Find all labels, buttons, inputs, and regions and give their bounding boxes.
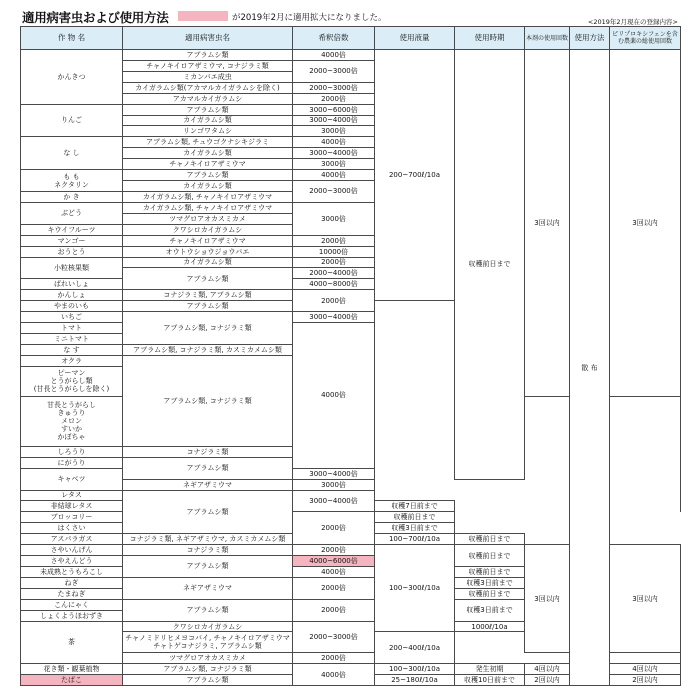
pest-cell: アブラムシ類, コナジラミ類 bbox=[123, 312, 293, 345]
dilution-cell: 4000倍 bbox=[293, 323, 375, 469]
crop-name: きゅうり bbox=[57, 409, 86, 418]
crop-cell: おうとう bbox=[21, 246, 123, 257]
dilution-cell: 3000~6000倍 bbox=[293, 104, 375, 115]
crop-cell: いちご bbox=[21, 312, 123, 323]
pest-cell: ネギアザミウマ bbox=[123, 577, 293, 599]
crop-cell: かんしょ bbox=[21, 290, 123, 301]
total-count-cell: 2回以内 bbox=[610, 674, 681, 685]
dilution-cell: 2000倍 bbox=[293, 653, 375, 664]
crop-cell: 非結球レタス bbox=[21, 501, 123, 512]
dilution-cell: 3000倍 bbox=[293, 479, 375, 490]
crop-cell-highlighted: たばこ bbox=[21, 674, 123, 685]
pest-cell: アブラムシ類 bbox=[123, 490, 293, 534]
count-cell: 3回以内 bbox=[525, 50, 570, 397]
dilution-cell: 4000~8000倍 bbox=[293, 279, 375, 290]
pest-name: チャトゲコナジラミ, アブラムシ類 bbox=[153, 642, 262, 651]
crop-cell: ねぎ bbox=[21, 577, 123, 588]
header-timing: 使用時期 bbox=[455, 27, 525, 50]
crop-cell: りんご bbox=[21, 104, 123, 137]
pest-cell: アブラムシ類, コナジラミ類 bbox=[123, 355, 293, 446]
dilution-cell: 3000倍 bbox=[293, 202, 375, 235]
dilution-cell: 3000倍 bbox=[293, 159, 375, 170]
dilution-cell: 4000倍 bbox=[293, 664, 375, 686]
volume-cell: 100~300ℓ/10a bbox=[375, 664, 455, 675]
crop-name: 甘長とうがらし bbox=[47, 401, 96, 410]
pest-cell: アブラムシ類 bbox=[123, 50, 293, 61]
crop-cell: キャベツ bbox=[21, 468, 123, 490]
dilution-cell: 3000~4000倍 bbox=[293, 312, 375, 323]
pest-cell: コナジラミ類 bbox=[123, 545, 293, 556]
crop-cell: しろうり bbox=[21, 446, 123, 457]
crop-cell: 茶 bbox=[21, 621, 123, 663]
crop-cell: アスパラガス bbox=[21, 534, 123, 545]
count-cell: 2回以内 bbox=[525, 674, 570, 685]
crop-cell: さやいんげん bbox=[21, 545, 123, 556]
pest-cell: チャノキイロアザミウマ bbox=[123, 159, 293, 170]
crop-name: とうがらし類 bbox=[50, 377, 93, 386]
pest-cell: アブラムシ類 bbox=[123, 674, 293, 685]
count-cell: 4回以内 bbox=[525, 664, 570, 675]
pest-cell: アブラムシ類 bbox=[123, 301, 293, 312]
crop-cell: さやえんどう bbox=[21, 556, 123, 567]
timing-cell: 収穫前日まで bbox=[455, 566, 525, 577]
volume-cell: 100~700ℓ/10a bbox=[375, 534, 455, 545]
pest-cell: カイガラムシ類(アカマルカイガラムシを除く) bbox=[123, 82, 293, 93]
crop-cell: にがうり bbox=[21, 457, 123, 468]
crop-cell: ブロッコリー bbox=[21, 512, 123, 523]
dilution-cell: 2000~3000倍 bbox=[293, 82, 375, 93]
crop-cell: か き bbox=[21, 191, 123, 202]
dilution-cell: 3000~4000倍 bbox=[293, 115, 375, 126]
dilution-cell: 2000倍 bbox=[293, 93, 375, 104]
crop-name: メロン bbox=[61, 417, 82, 426]
pest-cell: カイガラムシ類 bbox=[123, 115, 293, 126]
crop-cell: 未成熟とうもろこし bbox=[21, 566, 123, 577]
pest-cell: ツマグロアオカスミカメ bbox=[123, 653, 293, 664]
crop-cell: な す bbox=[21, 344, 123, 355]
total-count-cell: 3回以内 bbox=[610, 50, 681, 397]
crop-cell bbox=[21, 366, 123, 396]
header-volume: 使用液量 bbox=[375, 27, 455, 50]
timing-cell: 収穫前日まで bbox=[375, 512, 455, 523]
pest-cell: チャノキイロアザミウマ bbox=[123, 235, 293, 246]
volume-cell: 25~180ℓ/10a bbox=[375, 674, 455, 685]
timing-cell: 収穫前日まで bbox=[455, 545, 525, 567]
timing-cell: 収穫3日前まで bbox=[455, 577, 525, 588]
header-method: 使用方法 bbox=[570, 27, 610, 50]
crop-cell: かんきつ bbox=[21, 50, 123, 105]
dilution-cell-highlighted: 4000~6000倍 bbox=[293, 556, 375, 567]
pest-cell: アブラムシ類 bbox=[123, 457, 293, 479]
pest-cell: クワシロカイガラムシ bbox=[123, 224, 293, 235]
pest-cell: カイガラムシ類 bbox=[123, 181, 293, 192]
pest-cell: コナジラミ類, アブラムシ類 bbox=[123, 290, 293, 301]
registration-date-note: <2019年2月現在の登録内容> bbox=[587, 18, 678, 26]
dilution-cell: 2000倍 bbox=[293, 545, 375, 556]
dilution-cell: 4000倍 bbox=[293, 137, 375, 148]
timing-cell: 収穫前日まで bbox=[455, 534, 525, 545]
page-title: 適用病害虫および使用方法 bbox=[22, 10, 169, 25]
pest-cell: ツマグロアオカスミカメ bbox=[123, 213, 293, 224]
dilution-cell: 4000倍 bbox=[293, 170, 375, 181]
crop-cell: しょくようほおずき bbox=[21, 610, 123, 621]
timing-cell: 収穫3日前まで bbox=[375, 523, 455, 534]
crop-cell: レタス bbox=[21, 490, 123, 501]
pest-cell: アブラムシ類 bbox=[123, 599, 293, 621]
crop-name: ピーマン bbox=[57, 369, 86, 378]
crop-cell: ぶどう bbox=[21, 202, 123, 224]
table-row bbox=[21, 50, 681, 61]
crop-cell: キウイフルーツ bbox=[21, 224, 123, 235]
dilution-cell: 2000倍 bbox=[293, 512, 375, 545]
pest-cell: オウトウショウジョウバエ bbox=[123, 246, 293, 257]
crop-cell bbox=[21, 397, 123, 447]
dilution-cell: 2000倍 bbox=[293, 257, 375, 268]
method-cell: 散 布 bbox=[570, 50, 610, 686]
header-dilution: 希釈倍数 bbox=[293, 27, 375, 50]
dilution-cell: 3000~4000倍 bbox=[293, 490, 375, 512]
crop-cell: こんにゃく bbox=[21, 599, 123, 610]
crop-name: も も bbox=[63, 172, 80, 181]
highlight-legend-note: が2019年2月に適用拡大になりました。 bbox=[232, 13, 387, 23]
pest-cell: アブラムシ類, コナジラミ類, カスミカメムシ類 bbox=[123, 344, 293, 355]
pest-cell: アカマルカイガラムシ bbox=[123, 93, 293, 104]
crop-cell: 花き類・観葉植物 bbox=[21, 664, 123, 675]
timing-cell: 収穫3日前まで bbox=[455, 599, 525, 621]
header-pest: 適用病害虫名 bbox=[123, 27, 293, 50]
pest-cell: チャノキイロアザミウマ, コナジラミ類 bbox=[123, 60, 293, 71]
pest-cell: アブラムシ類 bbox=[123, 268, 293, 290]
pest-cell: アブラムシ類 bbox=[123, 104, 293, 115]
crop-name: かぼちゃ bbox=[57, 433, 86, 442]
dilution-cell: 2000倍 bbox=[293, 577, 375, 599]
dilution-cell: 2000~3000倍 bbox=[293, 621, 375, 653]
pest-cell: カイガラムシ類 bbox=[123, 148, 293, 159]
pest-cell: アブラムシ類, チュウゴクナシキジラミ bbox=[123, 137, 293, 148]
header-crop: 作 物 名 bbox=[21, 27, 123, 50]
crop-cell: やまのいも bbox=[21, 301, 123, 312]
pest-cell: リンゴワタムシ bbox=[123, 126, 293, 137]
crop-cell: ばれいしょ bbox=[21, 279, 123, 290]
crop-name: すいか bbox=[61, 425, 82, 434]
dilution-cell: 2000倍 bbox=[293, 599, 375, 621]
highlight-legend-swatch bbox=[178, 11, 228, 21]
pest-cell: カイガラムシ類 bbox=[123, 257, 293, 268]
total-count-cell: 4回以内 bbox=[610, 664, 681, 675]
header-count: 本剤の使用回数 bbox=[525, 27, 570, 50]
volume-cell: 1000ℓ/10a bbox=[455, 621, 525, 632]
pest-cell: クワシロカイガラムシ bbox=[123, 621, 293, 632]
pest-name: チャノミドリヒメヨコバイ, チャノキイロアザミウマ bbox=[125, 634, 290, 643]
crop-cell bbox=[21, 170, 123, 192]
crop-cell: 小粒核果類 bbox=[21, 257, 123, 279]
crop-cell: な し bbox=[21, 137, 123, 170]
total-count-cell: 3回以内 bbox=[610, 545, 681, 653]
count-cell: 3回以内 bbox=[525, 545, 570, 653]
volume-cell: 200~400ℓ/10a bbox=[375, 632, 455, 664]
crop-name: (甘長とうがらしを除く) bbox=[33, 385, 110, 394]
volume-cell: 100~300ℓ/10a bbox=[375, 545, 455, 632]
timing-cell: 発生初期 bbox=[455, 664, 525, 675]
dilution-cell: 2000~4000倍 bbox=[293, 268, 375, 279]
application-table bbox=[20, 26, 681, 686]
crop-name: ネクタリン bbox=[54, 180, 89, 189]
crop-cell: トマト bbox=[21, 323, 123, 334]
crop-cell: ミニトマト bbox=[21, 333, 123, 344]
pest-cell: アブラムシ類 bbox=[123, 170, 293, 181]
dilution-cell: 2000~3000倍 bbox=[293, 60, 375, 82]
pest-cell: カイガラムシ類, チャノキイロアザミウマ bbox=[123, 191, 293, 202]
pest-cell: アブラムシ類, コナジラミ類 bbox=[123, 664, 293, 675]
dilution-cell: 10000倍 bbox=[293, 246, 375, 257]
crop-cell: オクラ bbox=[21, 355, 123, 366]
dilution-cell: 3000倍 bbox=[293, 126, 375, 137]
timing-cell: 収穫前日まで bbox=[455, 50, 525, 480]
pest-cell: コナジラミ類, ネギアザミウマ, カスミカメムシ類 bbox=[123, 534, 293, 545]
pest-cell: ミカンバエ成虫 bbox=[123, 71, 293, 82]
dilution-cell: 4000倍 bbox=[293, 566, 375, 577]
pest-cell: コナジラミ類 bbox=[123, 446, 293, 457]
header-total-count: ピリプロキシフェンを含む農薬の総使用回数 bbox=[610, 27, 681, 50]
crop-cell: たまねぎ bbox=[21, 588, 123, 599]
timing-cell: 収穫7日前まで bbox=[375, 501, 455, 512]
crop-cell: はくさい bbox=[21, 523, 123, 534]
dilution-cell: 2000~3000倍 bbox=[293, 181, 375, 203]
crop-cell: マンゴー bbox=[21, 235, 123, 246]
timing-cell: 収穫10日前まで bbox=[455, 674, 525, 685]
dilution-cell: 3000~4000倍 bbox=[293, 148, 375, 159]
pest-cell: アブラムシ類 bbox=[123, 556, 293, 578]
pest-cell: ネギアザミウマ bbox=[123, 479, 293, 490]
dilution-cell: 2000倍 bbox=[293, 235, 375, 246]
table-header-row bbox=[21, 27, 681, 50]
timing-cell: 収穫前日まで bbox=[455, 588, 525, 599]
dilution-cell: 3000~4000倍 bbox=[293, 468, 375, 479]
pest-cell bbox=[123, 632, 293, 653]
dilution-cell: 4000倍 bbox=[293, 50, 375, 61]
pest-cell: カイガラムシ類, チャノキイロアザミウマ bbox=[123, 202, 293, 213]
dilution-cell: 2000倍 bbox=[293, 290, 375, 312]
volume-cell: 200~700ℓ/10a bbox=[375, 50, 455, 301]
